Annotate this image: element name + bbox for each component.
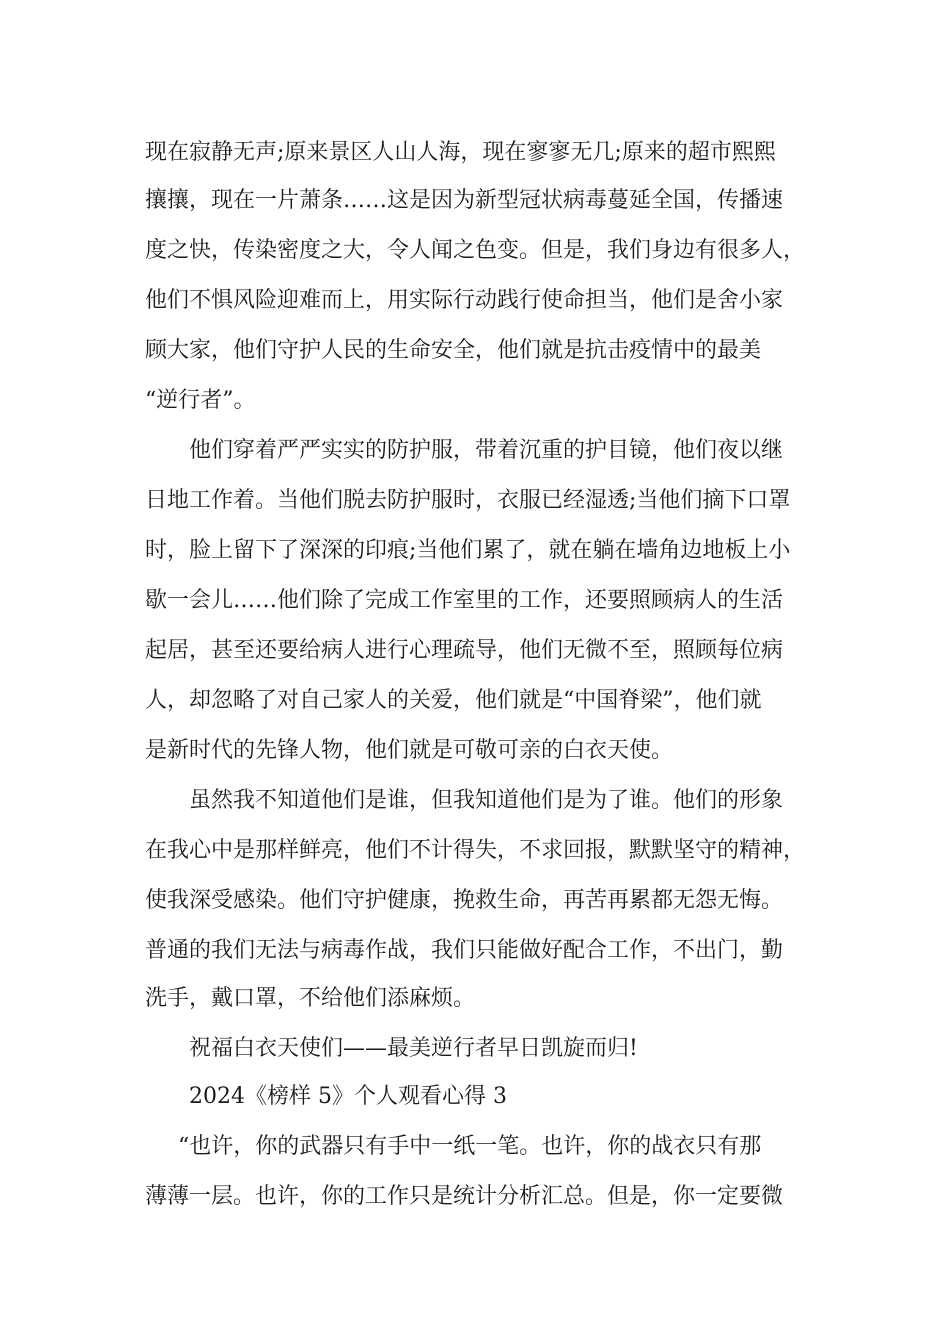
heading-text: 2024《榜样 5》个人观看心得 3 bbox=[189, 1084, 507, 1109]
text-line: 顾大家，他们守护人民的生命安全，他们就是抗击疫情中的最美 bbox=[145, 338, 762, 363]
text-line: 起居，甚至还要给病人进行心理疏导，他们无微不至，照顾每位病 bbox=[145, 638, 784, 663]
text-line: 现在寂静无声;原来景区人山人海，现在寥寥无几;原来的超市熙熙 bbox=[145, 140, 776, 165]
text-line: 度之快，传染密度之大，令人闻之色变。但是，我们身边有很多人， bbox=[145, 238, 806, 263]
text-line: 歇一会儿……他们除了完成工作室里的工作，还要照顾病人的生活 bbox=[145, 588, 784, 613]
text-line: “逆行者”。 bbox=[145, 388, 256, 413]
text-line: 他们穿着严严实实的防护服，带着沉重的护目镜，他们夜以继 bbox=[189, 438, 784, 463]
text-line: 普通的我们无法与病毒作战，我们只能做好配合工作，不出门，勤 bbox=[145, 938, 784, 963]
text-line: 祝福白衣天使们——最美逆行者早日凯旋而归! bbox=[189, 1036, 638, 1061]
text-line: 时，脸上留下了深深的印痕;当他们累了，就在躺在墙角边地板上小 bbox=[145, 538, 791, 563]
text-line: 使我深受感染。他们守护健康，挽救生命，再苦再累都无怨无悔。 bbox=[145, 888, 784, 913]
text-line: 薄薄一层。也许，你的工作只是统计分析汇总。但是，你一定要微 bbox=[145, 1184, 784, 1209]
text-line: 攘攘，现在一片萧条……这是因为新型冠状病毒蔓延全国，传播速 bbox=[145, 188, 784, 213]
text-line: 日地工作着。当他们脱去防护服时，衣服已经湿透;当他们摘下口罩 bbox=[145, 488, 791, 513]
text-line: 洗手，戴口罩，不给他们添麻烦。 bbox=[145, 986, 476, 1011]
text-line: 是新时代的先锋人物，他们就是可敬可亲的白衣天使。 bbox=[145, 738, 674, 763]
text-line: “也许，你的武器只有手中一纸一笔。也许，你的战衣只有那 bbox=[178, 1134, 762, 1159]
text-line: 虽然我不知道他们是谁，但我知道他们是为了谁。他们的形象 bbox=[189, 788, 784, 813]
text-line: 他们不惧风险迎难而上，用实际行动践行使命担当，他们是舍小家 bbox=[145, 288, 784, 313]
text-line: 在我心中是那样鲜亮，他们不计得失，不求回报，默默坚守的精神， bbox=[145, 838, 806, 863]
text-line: 人，却忽略了对自己家人的关爱，他们就是“中国脊梁”，他们就 bbox=[145, 688, 762, 713]
